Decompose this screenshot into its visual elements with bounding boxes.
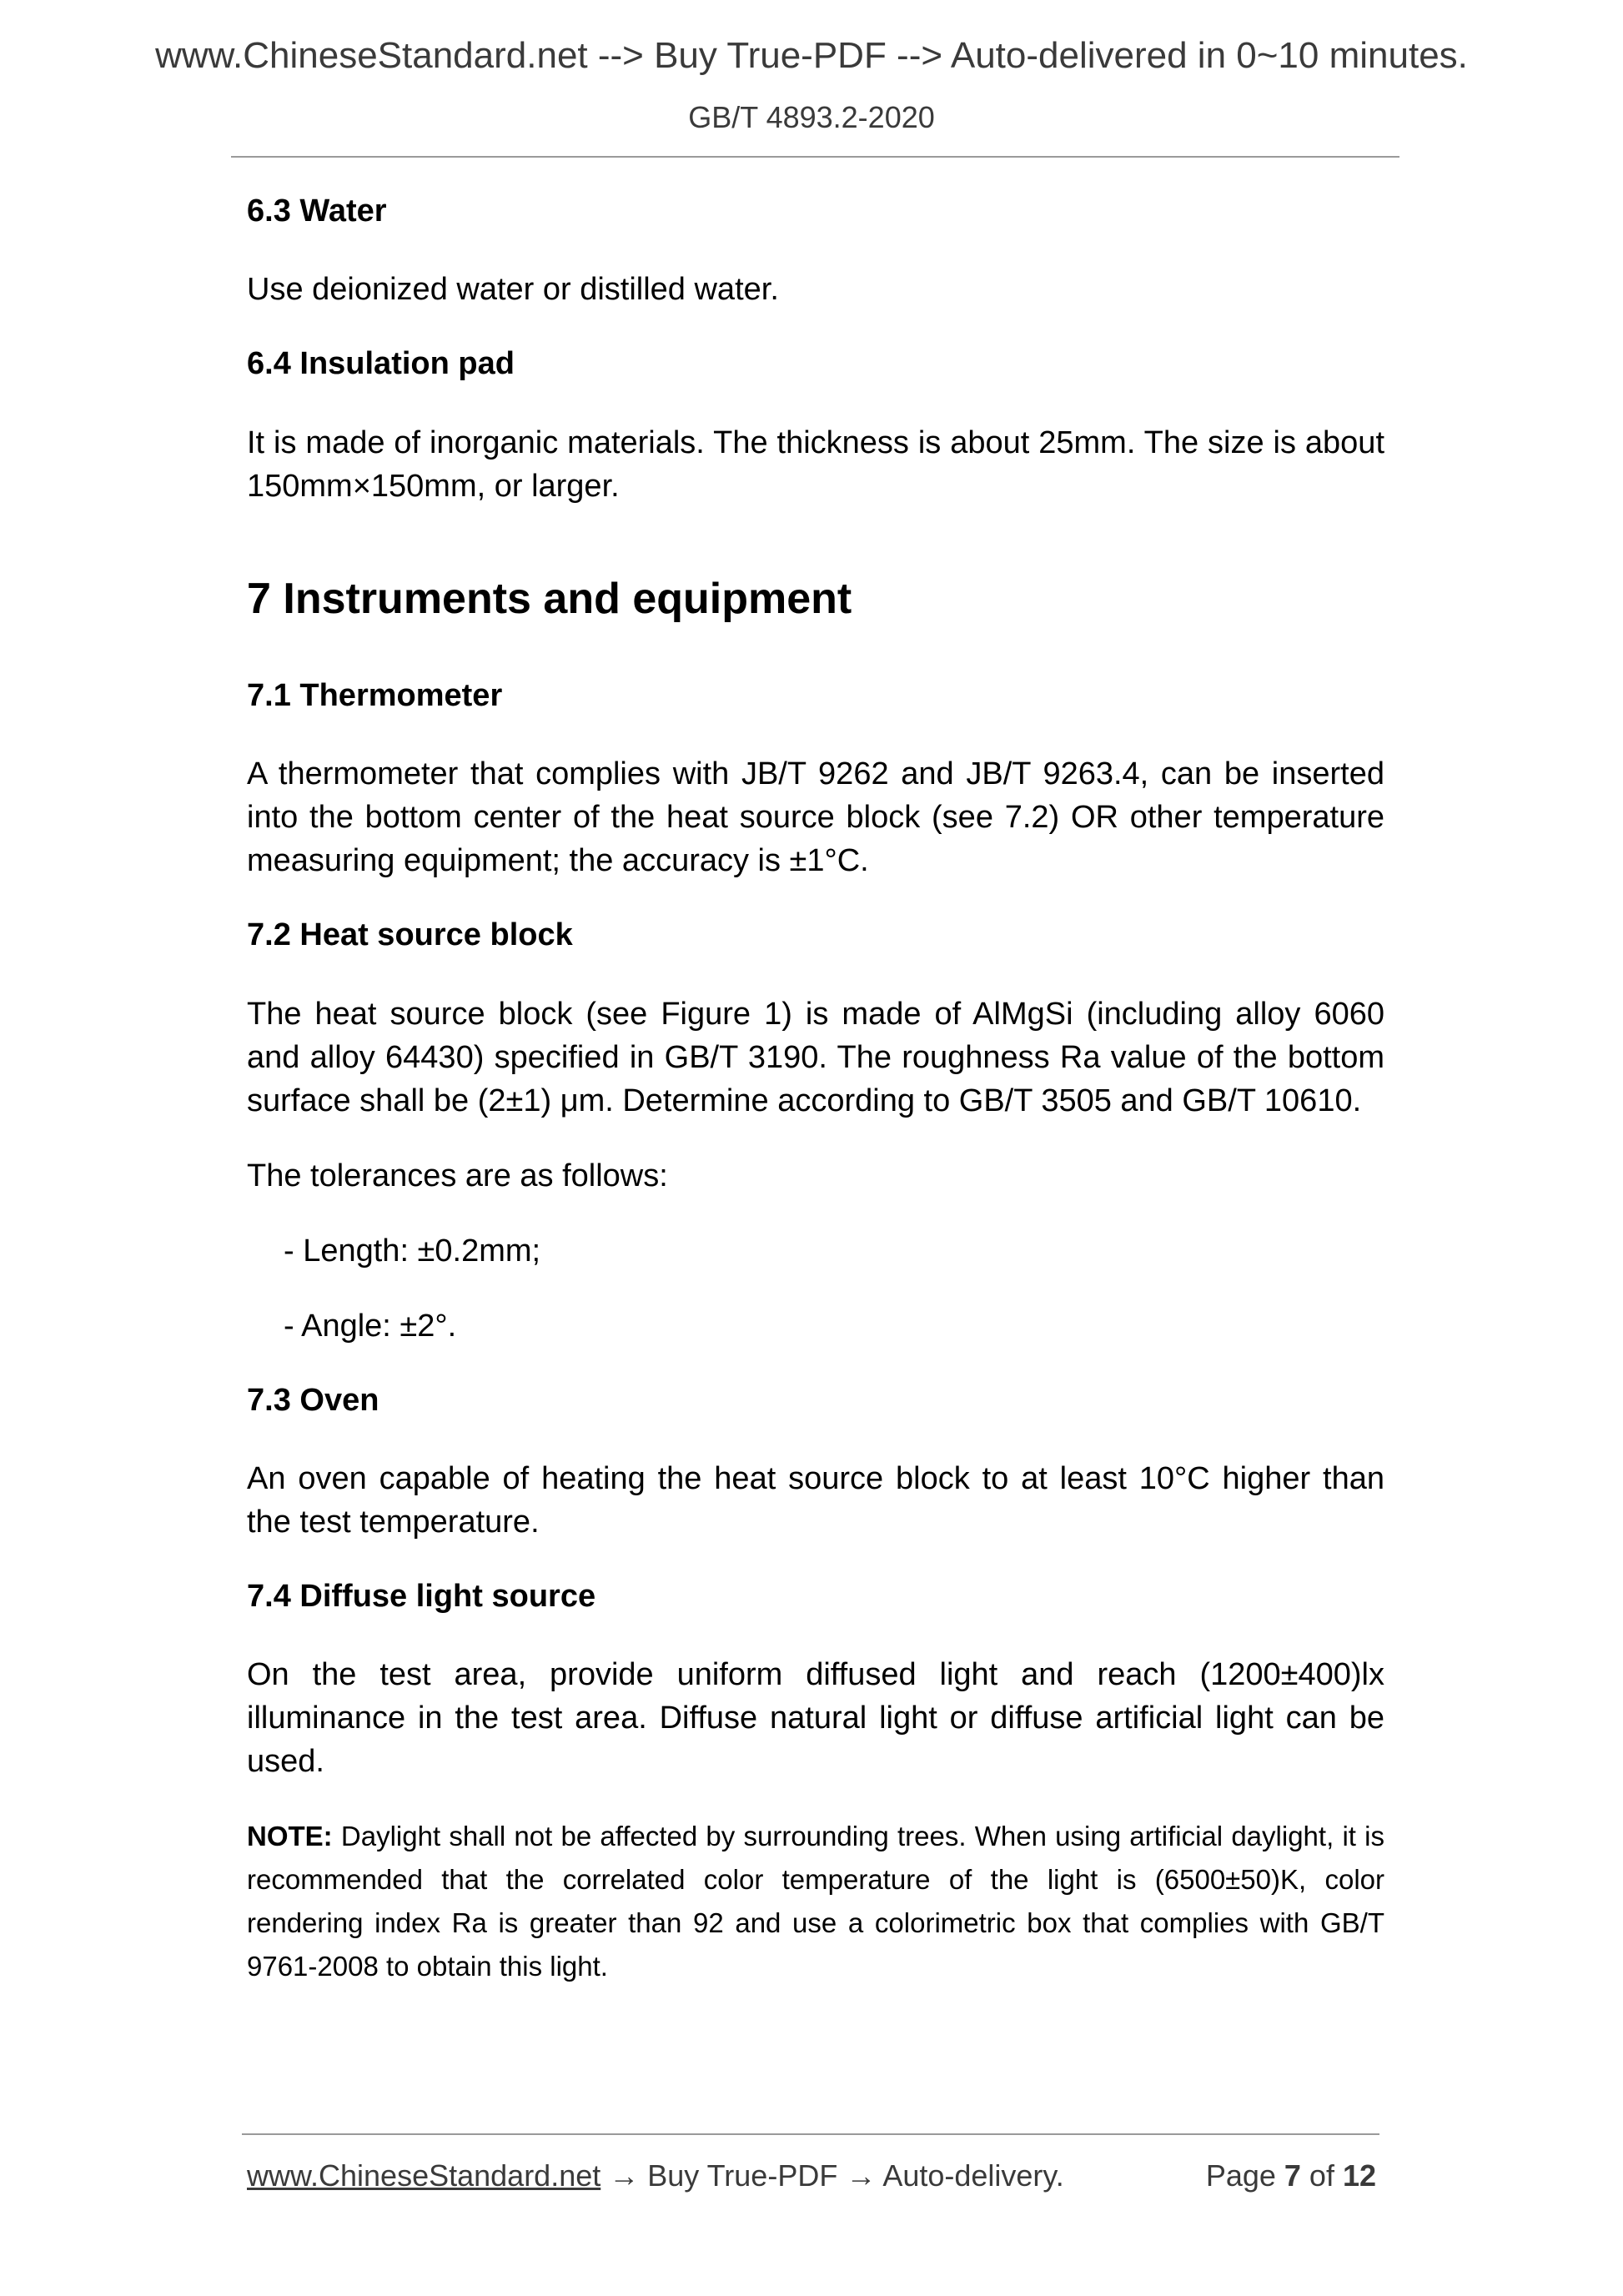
section-7-heading: 7 Instruments and equipment <box>247 574 852 623</box>
footer-tagline: → Buy True-PDF → Auto-delivery. <box>600 2158 1064 2193</box>
page-label: Page <box>1205 2158 1284 2193</box>
note-label: NOTE: <box>247 1821 333 1852</box>
document-body <box>247 190 1384 1988</box>
page-total: 12 <box>1342 2158 1376 2193</box>
footer-divider <box>242 2133 1379 2135</box>
section-7-3-heading: 7.3 Oven <box>247 1382 379 1418</box>
tolerance-intro: The tolerances are as follows: <box>247 1158 668 1193</box>
page-of-label: of <box>1300 2158 1343 2193</box>
note-text: Daylight shall not be affected by surrounding trees. When using artificial daylight, it is recommended that the correlated color temperature of the light is (6500±50)K, color rendering index Ra is greater than 92 and use a colorimetric box that complies with GB/T 9761-2008 to obtain this light. <box>247 1821 1384 1982</box>
section-6-3-text: Use deionized water or distilled water. <box>247 272 779 308</box>
header-divider <box>231 156 1399 158</box>
section-7-4-text: On the test area, provide uniform diffused light and reach (1200±400)lx illuminance in the test area. Diffuse natural light or diffuse artificial light can be used. <box>247 1657 1384 1780</box>
section-7-3-text: An oven capable of heating the heat source block to at least 10°C higher than the test temperature. <box>247 1460 1384 1540</box>
tolerance-angle: - Angle: ±2°. <box>284 1308 457 1344</box>
page-current: 7 <box>1284 2158 1301 2193</box>
section-7-2-heading: 7.2 Heat source block <box>247 917 573 953</box>
note <box>247 1815 1384 1988</box>
section-6-4-text: It is made of inorganic materials. The thickness is about 25mm. The size is about 150mm×150mm, or larger. <box>247 425 1384 504</box>
section-7-4-heading: 7.4 Diffuse light source <box>247 1578 596 1614</box>
section-6-4-heading: 6.4 Insulation pad <box>247 346 515 382</box>
footer-left <box>247 2158 1064 2193</box>
footer-site-link[interactable]: www.ChineseStandard.net <box>247 2158 601 2193</box>
standard-code: GB/T 4893.2-2020 <box>688 100 935 134</box>
tolerance-length: - Length: ±0.2mm; <box>284 1233 541 1269</box>
section-7-1-text: A thermometer that complies with JB/T 9262 and JB/T 9263.4, can be inserted into the bottom center of the heat source block (see 7.2) OR other temperature measuring equipment; the accuracy is ±1°C. <box>247 756 1384 879</box>
page-indicator <box>1206 2158 1376 2193</box>
section-7-1-heading: 7.1 Thermometer <box>247 677 503 713</box>
section-7-2-text: The heat source block (see Figure 1) is made of AlMgSi (including alloy 6060 and alloy 64430) specified in GB/T 3190. The roughness Ra value of the bottom surface shall be (2±1) μm. Determine according to GB/T 3505 and GB/T 10610. <box>247 996 1384 1118</box>
section-6-3-heading: 6.3 Water <box>247 193 387 229</box>
site-banner: www.ChineseStandard.net --> Buy True-PDF --> Auto-delivered in 0~10 minutes. <box>155 35 1468 76</box>
